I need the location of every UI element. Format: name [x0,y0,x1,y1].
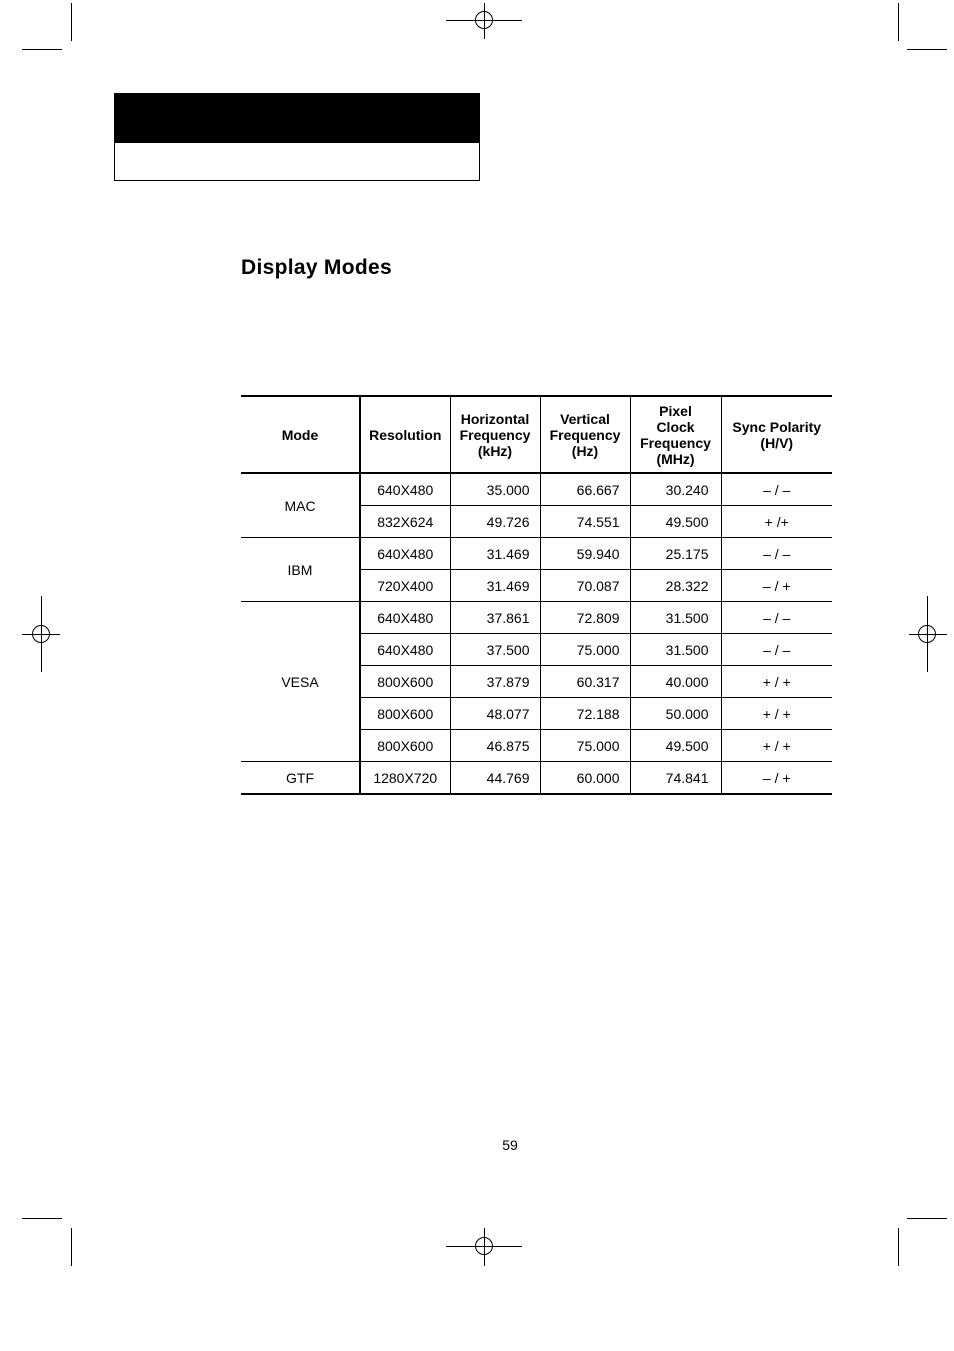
page-number: 59 [502,1137,518,1153]
vfreq-cell: 60.000 [540,762,630,795]
resolution-cell: 800X600 [360,730,450,762]
pixel-clock-cell: 74.841 [630,762,721,795]
hfreq-cell: 31.469 [450,538,540,570]
sync-polarity-cell: – / – [721,473,832,506]
table-row [241,602,832,634]
mode-cell: VESA [241,602,360,762]
hfreq-cell: 37.500 [450,634,540,666]
sync-polarity-cell: – / – [721,602,832,634]
sync-polarity-cell: – / – [721,634,832,666]
sync-polarity-cell: – / + [721,762,832,795]
hfreq-cell: 49.726 [450,506,540,538]
pixel-clock-cell: 50.000 [630,698,721,730]
vfreq-cell: 60.317 [540,666,630,698]
hfreq-cell: 35.000 [450,473,540,506]
header-resolution: Resolution [360,396,450,473]
header-vertical-frequency: Vertical Frequency (Hz) [540,396,630,473]
hfreq-cell: 37.861 [450,602,540,634]
vfreq-cell: 75.000 [540,634,630,666]
resolution-cell: 640X480 [360,473,450,506]
pixel-clock-cell: 28.322 [630,570,721,602]
pixel-clock-cell: 25.175 [630,538,721,570]
sync-polarity-cell: + / + [721,698,832,730]
display-modes-table [241,395,832,795]
pixel-clock-cell: 30.240 [630,473,721,506]
header-mode: Mode [241,396,360,473]
resolution-cell: 640X480 [360,538,450,570]
resolution-cell: 640X480 [360,634,450,666]
pixel-clock-cell: 31.500 [630,602,721,634]
resolution-cell: 800X600 [360,666,450,698]
table-row [241,538,832,570]
resolution-cell: 800X600 [360,698,450,730]
vfreq-cell: 75.000 [540,730,630,762]
sync-polarity-cell: – / – [721,538,832,570]
mode-cell: GTF [241,762,360,795]
sync-polarity-cell: + / + [721,666,832,698]
header-sync-polarity: Sync Polarity (H/V) [721,396,832,473]
resolution-cell: 640X480 [360,602,450,634]
pixel-clock-cell: 31.500 [630,634,721,666]
vfreq-cell: 72.809 [540,602,630,634]
vfreq-cell: 74.551 [540,506,630,538]
resolution-cell: 1280X720 [360,762,450,795]
header-pixel-clock: Pixel Clock Frequency (MHz) [630,396,721,473]
mode-cell: IBM [241,538,360,602]
hfreq-cell: 31.469 [450,570,540,602]
table-row [241,762,832,795]
table-row [241,473,832,506]
vfreq-cell: 66.667 [540,473,630,506]
hfreq-cell: 37.879 [450,666,540,698]
sync-polarity-cell: + / + [721,730,832,762]
resolution-cell: 832X624 [360,506,450,538]
sync-polarity-cell: – / + [721,570,832,602]
resolution-cell: 720X400 [360,570,450,602]
header-horizontal-frequency: Horizontal Frequency (kHz) [450,396,540,473]
vfreq-cell: 59.940 [540,538,630,570]
vfreq-cell: 72.188 [540,698,630,730]
hfreq-cell: 46.875 [450,730,540,762]
mode-cell: MAC [241,473,360,538]
pixel-clock-cell: 49.500 [630,730,721,762]
vfreq-cell: 70.087 [540,570,630,602]
sync-polarity-cell: + /+ [721,506,832,538]
chapter-header-box [114,93,480,181]
pixel-clock-cell: 40.000 [630,666,721,698]
hfreq-cell: 48.077 [450,698,540,730]
page-title: Display Modes [241,256,392,279]
chapter-header-bar [115,94,479,143]
table-header-row [241,396,832,473]
hfreq-cell: 44.769 [450,762,540,795]
pixel-clock-cell: 49.500 [630,506,721,538]
